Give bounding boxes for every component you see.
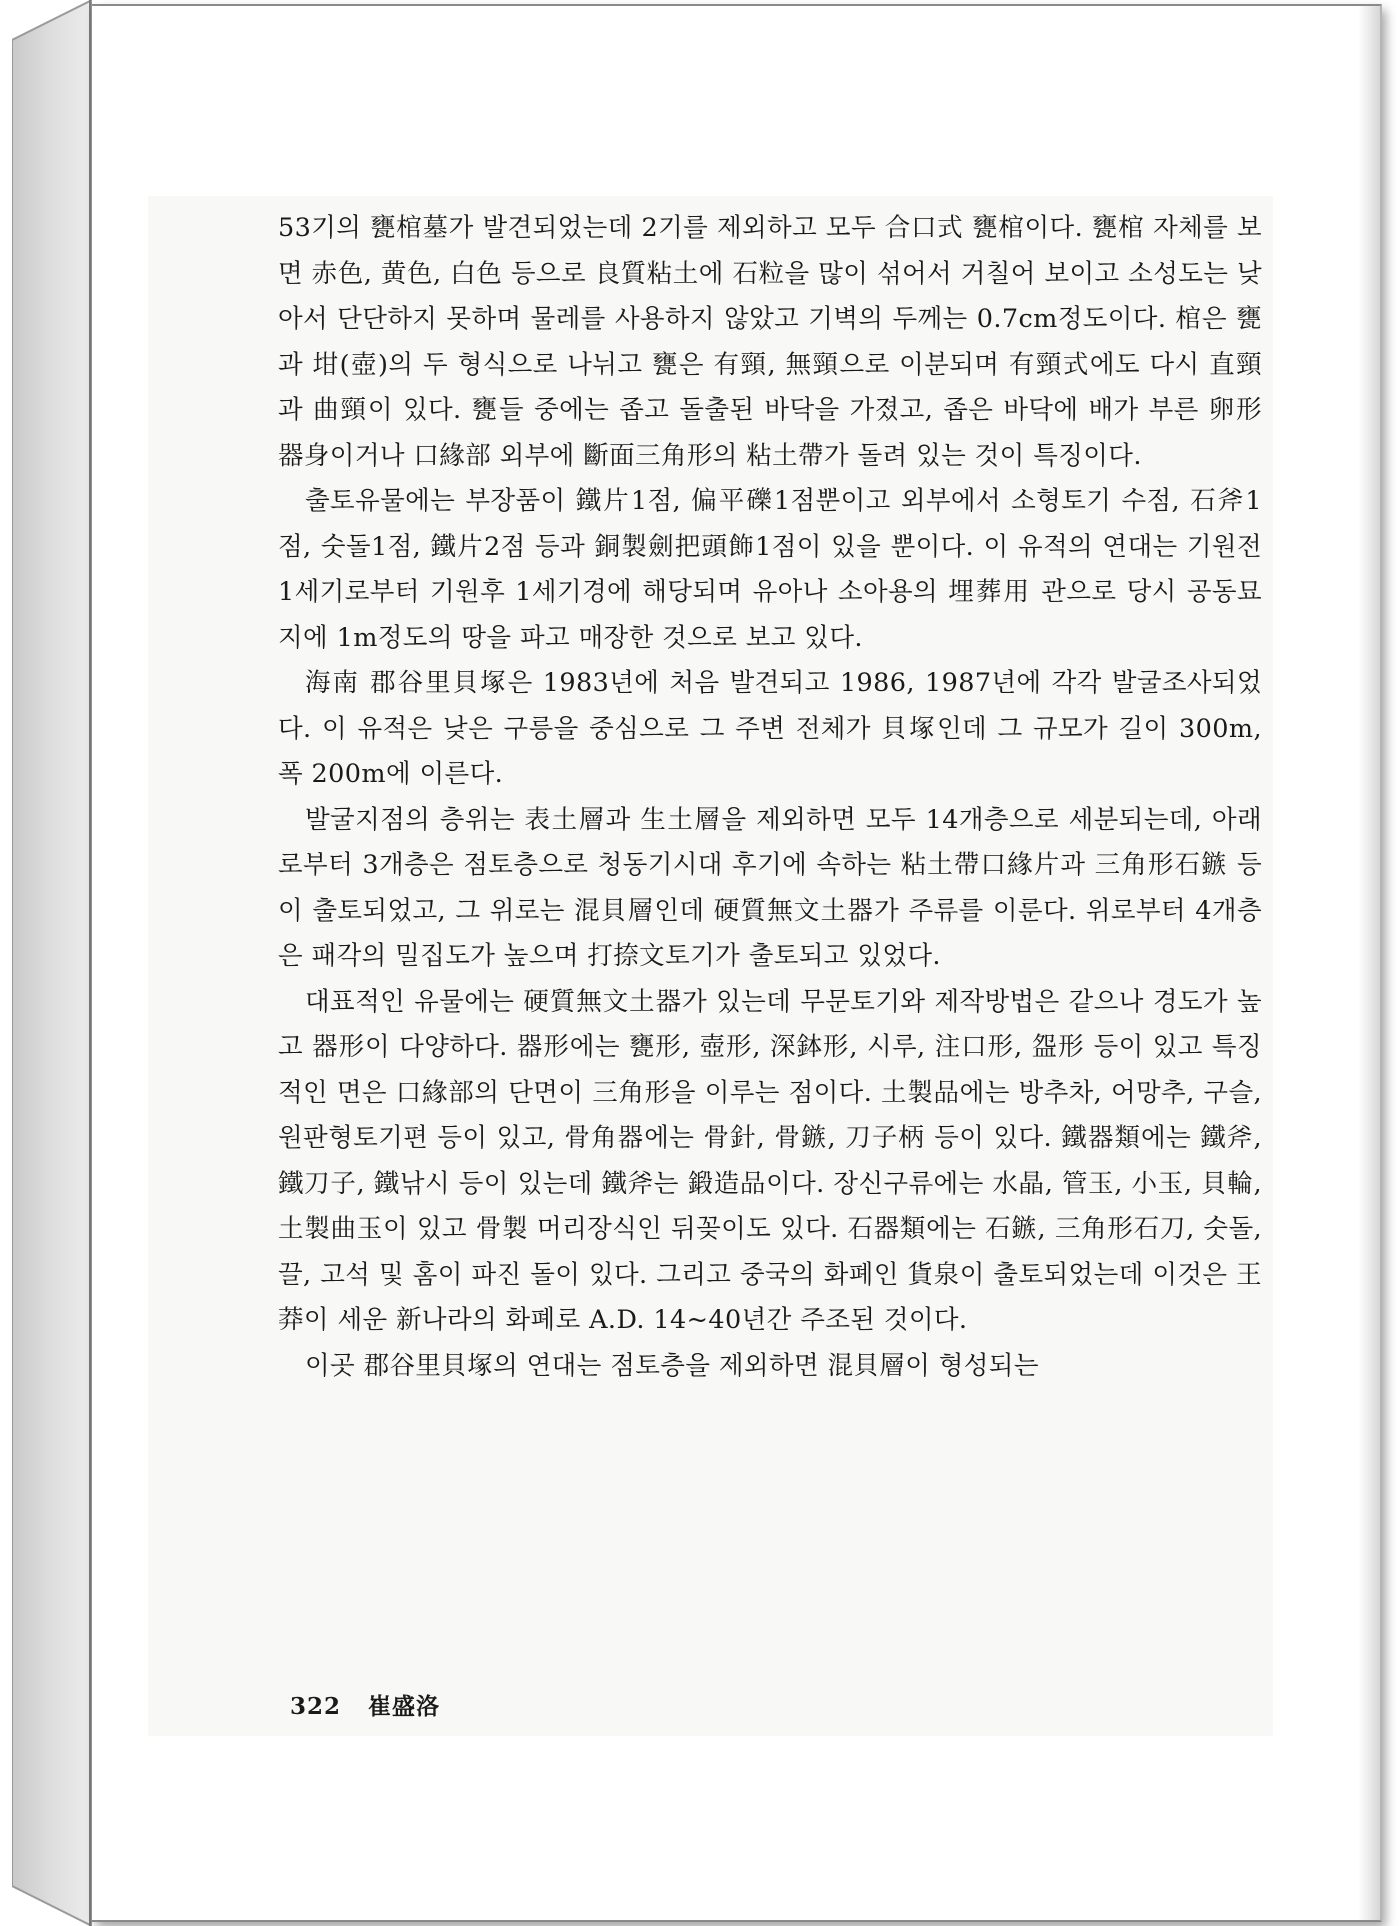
page-edge-shadow bbox=[1358, 6, 1380, 1920]
book-spine bbox=[12, 0, 92, 1926]
paragraph-3: 海南 郡谷里貝塚은 1983년에 처음 발견되고 1986, 1987년에 각각 발굴조사되었다. 이 유적은 낮은 구릉을 중심으로 그 주변 전체가 貝塚인데 그 규모가 길이 300m, 폭 200m에 이른다. bbox=[278, 668, 1262, 789]
paragraph-1: 53기의 甕棺墓가 발견되었는데 2기를 제외하고 모두 合口式 甕棺이다. 甕棺 자체를 보면 赤色, 黄色, 白色 등으로 良質粘土에 石粒을 많이 섞어서 거칠어 보이고 소성도는 낮아서 단단하지 못하며 물레를 사용하지 않았고 기벽의 두께는 0.7cm정도이다. 棺은 甕과 坩(壺)의 두 형식으로 나뉘고 甕은 有頸, 無頸으로 이분되며 有頸式에도 다시 直頸과 曲頸이 있다. 甕들 중에는 좁고 돌출된 바닥을 가졌고, 좁은 바닥에 배가 부른 卵形 器身이거나 口緣部 외부에 斷面三角形의 粘土帶가 돌려 있는 것이 특징이다. bbox=[278, 213, 1262, 471]
page-number: 322 bbox=[290, 1693, 342, 1720]
paragraph-2: 출토유물에는 부장품이 鐵片1점, 偏平礫1점뿐이고 외부에서 소형토기 수점, 石斧1점, 숫돌1점, 鐵片2점 등과 銅製劍把頭飾1점이 있을 뿐이다. 이 유적의 연대는 기원전 1세기로부터 기원후 1세기경에 해당되며 유아나 소아용의 埋葬用 관으로 당시 공동묘지에 1m정도의 땅을 파고 매장한 것으로 보고 있다. bbox=[278, 486, 1262, 653]
body-text bbox=[278, 206, 1262, 1389]
paragraph-5: 대표적인 유물에는 硬質無文土器가 있는데 무문토기와 제작방법은 같으나 경도가 높고 器形이 다양하다. 器形에는 甕形, 壺形, 深鉢形, 시루, 注口形, 盌形 등이 있고 특징적인 면은 口緣部의 단면이 三角形을 이루는 점이다. 土製品에는 방추차, 어망추, 구슬, 원판형토기편 등이 있고, 骨角器에는 骨針, 骨鏃, 刀子柄 등이 있다. 鐵器類에는 鐵斧, 鐵刀子, 鐵낚시 등이 있는데 鐵斧는 鍛造品이다. 장신구류에는 水晶, 管玉, 小玉, 貝輪, 土製曲玉이 있고 骨製 머리장식인 뒤꽂이도 있다. 石器類에는 石鏃, 三角形石刀, 숫돌, 끌, 고석 및 홈이 파진 돌이 있다. 그리고 중국의 화폐인 貨泉이 출토되었는데 이것은 王莽이 세운 新나라의 화폐로 A.D. 14~40년간 주조된 것이다. bbox=[278, 986, 1262, 1335]
page-footer bbox=[290, 1688, 440, 1721]
book-spine-graphic bbox=[12, 0, 92, 1926]
author-name: 崔盛洛 bbox=[368, 1693, 441, 1720]
paragraph-4: 발굴지점의 층위는 表土層과 生土層을 제외하면 모두 14개층으로 세분되는데, 아래로부터 3개층은 점토층으로 청동기시대 후기에 속하는 粘土帶口緣片과 三角形石鏃 등이 출토되었고, 그 위로는 混貝層인데 硬質無文土器가 주류를 이룬다. 위로부터 4개층은 패각의 밀집도가 높으며 打捺文토기가 출토되고 있었다. bbox=[278, 804, 1262, 971]
paragraph-6: 이곳 郡谷里貝塚의 연대는 점토층을 제외하면 混貝層이 형성되는 bbox=[305, 1350, 1039, 1381]
